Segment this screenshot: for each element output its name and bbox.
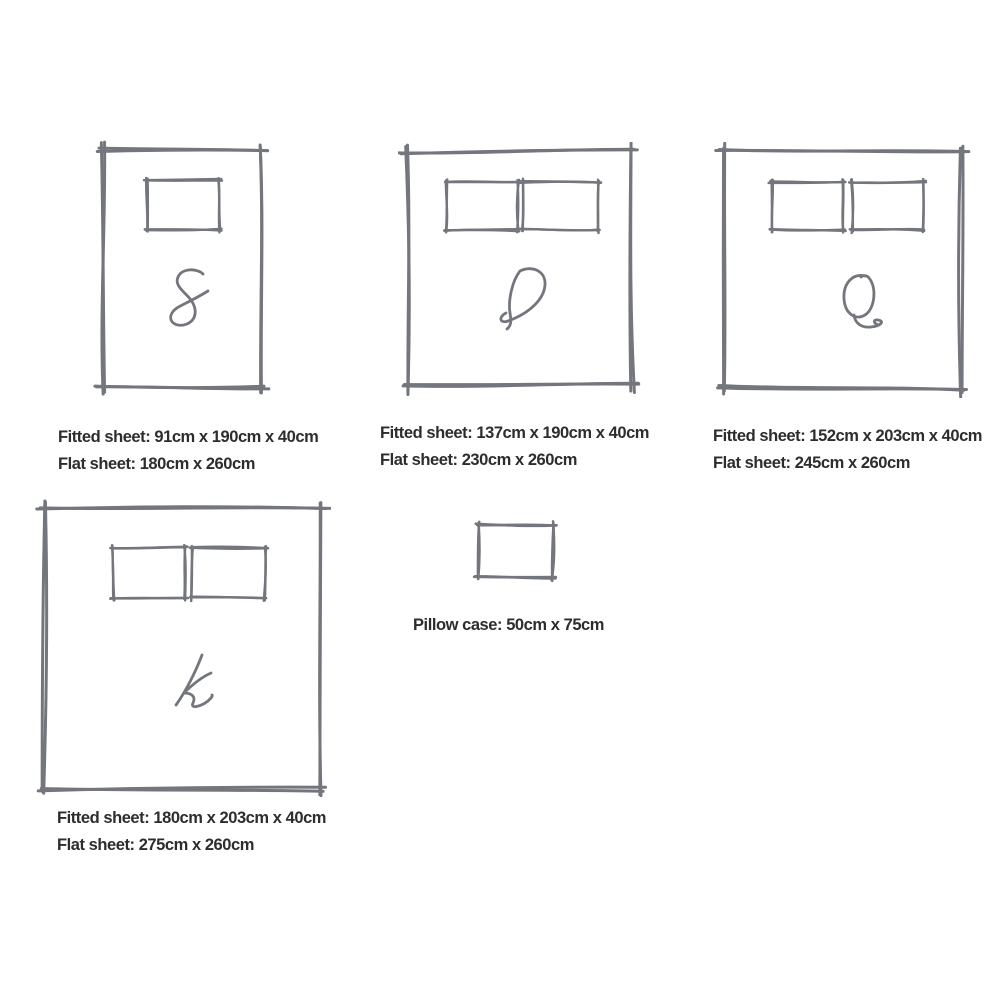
fitted-sheet-label: Fitted sheet: 180cm x 203cm x 40cm (57, 809, 327, 827)
fitted-sheet-label: Fitted sheet: 152cm x 203cm x 40cm (713, 427, 983, 445)
bed-letter-q (844, 275, 882, 327)
pillow-case-label: Pillow case: 50cm x 75cm (413, 616, 604, 634)
fitted-sheet-label: Fitted sheet: 137cm x 190cm x 40cm (380, 424, 650, 442)
fitted-sheet-label: Fitted sheet: 91cm x 190cm x 40cm (58, 428, 319, 446)
queen-size-caption (713, 423, 982, 477)
king-size-caption (57, 805, 326, 859)
bed-diagram-king (35, 498, 331, 800)
bed-sketch-single (93, 140, 271, 398)
bed-diagram-double (398, 142, 642, 396)
pillow-case-caption (413, 612, 604, 639)
bed-sketch-double (398, 142, 642, 396)
bed-sketch-king (35, 498, 331, 800)
pillow-case-sketch (468, 515, 563, 587)
flat-sheet-label: Flat sheet: 230cm x 260cm (380, 451, 577, 469)
double-size-caption (380, 420, 649, 474)
flat-sheet-label: Flat sheet: 275cm x 260cm (57, 836, 254, 854)
bed-letter-k (176, 655, 212, 707)
bed-diagram-single (93, 140, 271, 398)
single-size-caption (58, 424, 318, 478)
pillow-case-diagram (468, 515, 563, 587)
bed-diagram-queen (713, 142, 971, 398)
flat-sheet-label: Flat sheet: 245cm x 260cm (713, 454, 910, 472)
bed-sketch-queen (713, 142, 971, 398)
bed-letter-s (171, 270, 208, 325)
bed-letter-d (501, 269, 545, 329)
flat-sheet-label: Flat sheet: 180cm x 260cm (58, 455, 255, 473)
